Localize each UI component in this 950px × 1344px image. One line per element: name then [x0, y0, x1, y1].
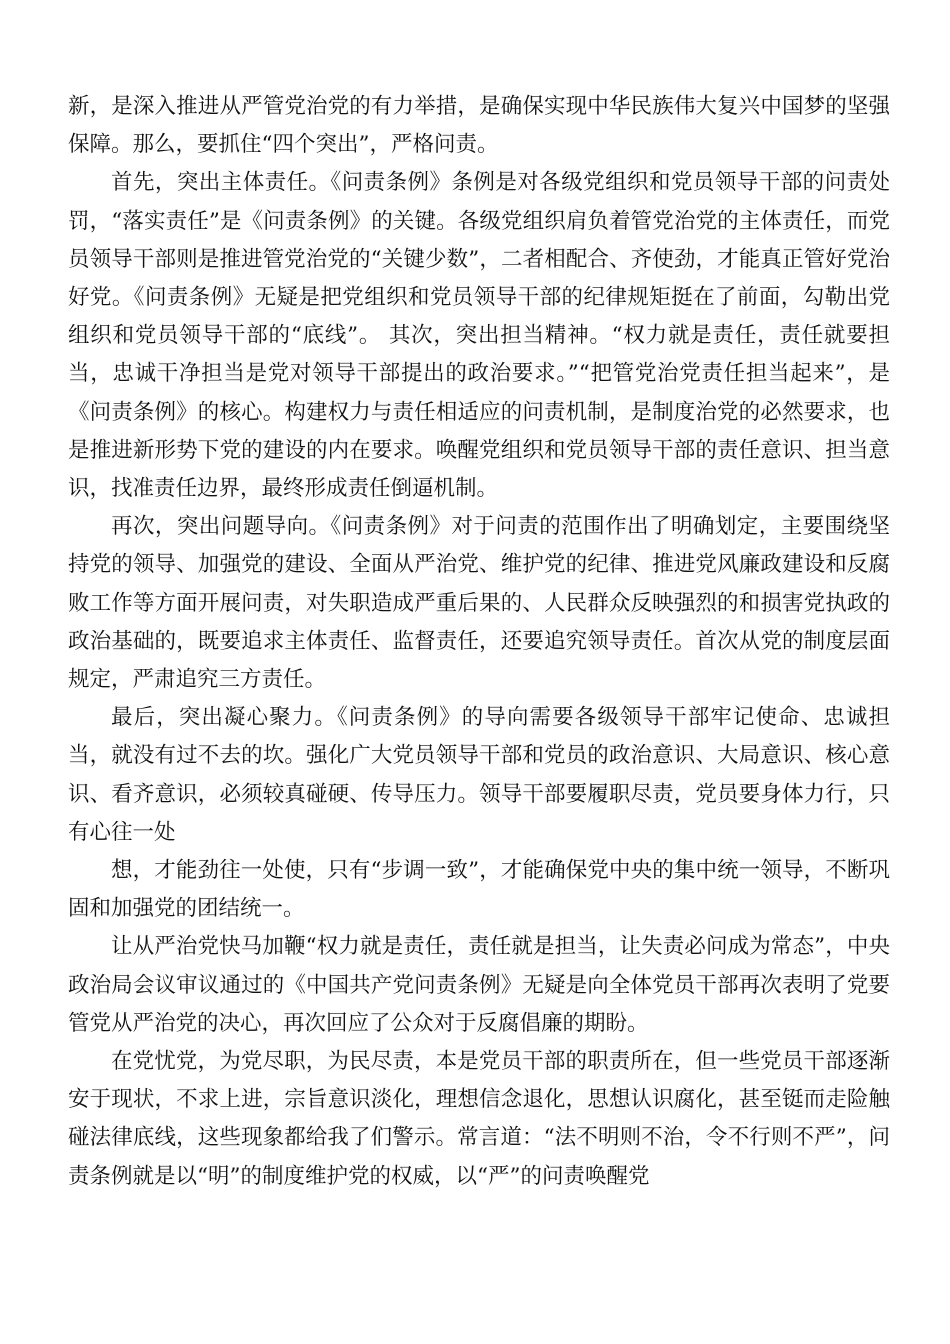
paragraph-2: 首先，突出主体责任。《问责条例》条例是对各级党组织和党员领导干部的问责处罚，“落实责任”是《问责条例》的关键。各级党组织肩负着管党治党的主体责任，而党员领导干部则是推进管党治党的“关键少数”，二者相配合、齐使劲，才能真正管好党治好党。《问责条例》无疑是把党组织和党员领导干部的纪律规矩挺在了前面，勾勒出党组织和党员领导干部的“底线”。 其次，突出担当精神。“权力就是责任，责任就要担当，忠诚干净担当是党对领导干部提出的政治要求。”“把管党治党责任担当起来”，是《问责条例》的核心。构建权力与责任相适应的问责机制，是制度治党的必然要求，也是推进新形势下党的建设的内在要求。唤醒党组织和党员领导干部的责任意识、担当意识，找准责任边界，最终形成责任倒逼机制。	[68, 170, 890, 502]
paragraph-6: 让从严治党快马加鞭“权力就是责任，责任就是担当，让失责必问成为常态”，中央政治局会议审议通过的《中国共产党问责条例》无疑是向全体党员干部再次表明了党要管党从严治党的决心，再次回应了公众对于反腐倡廉的期盼。	[68, 934, 890, 1036]
paragraph-4: 最后，突出凝心聚力。《问责条例》的导向需要各级领导干部牢记使命、忠诚担当，就没有过不去的坎。强化广大党员领导干部和党员的政治意识、大局意识、核心意识、看齐意识，必须较真碰硬、传导压力。领导干部要履职尽责，党员要身体力行，只有心往一处	[68, 705, 890, 845]
document-page	[68, 88, 890, 1196]
paragraph-5: 想，才能劲往一处使，只有“步调一致”，才能确保党中央的集中统一领导，不断巩固和加强党的团结统一。	[68, 858, 890, 922]
paragraph-3: 再次，突出问题导向。《问责条例》对于问责的范围作出了明确划定，主要围绕坚持党的领导、加强党的建设、全面从严治党、维护党的纪律、推进党风廉政建设和反腐败工作等方面开展问责，对失职造成严重后果的、人民群众反映强烈的和损害党执政的政治基础的，既要追求主体责任、监督责任，还要追究领导责任。首次从党的制度层面规定，严肃追究三方责任。	[68, 514, 890, 693]
paragraph-7: 在党忧党，为党尽职，为民尽责，本是党员干部的职责所在，但一些党员干部逐渐安于现状，不求上进，宗旨意识淡化，理想信念退化，思想认识腐化，甚至铤而走险触碰法律底线，这些现象都给我了们警示。常言道：“法不明则不治，令不行则不严”，问责条例就是以“明”的制度维护党的权威，以“严”的问责唤醒党	[68, 1049, 890, 1189]
paragraph-1: 新，是深入推进从严管党治党的有力举措，是确保实现中华民族伟大复兴中国梦的坚强保障。那么，要抓住“四个突出”，严格问责。	[68, 94, 890, 158]
